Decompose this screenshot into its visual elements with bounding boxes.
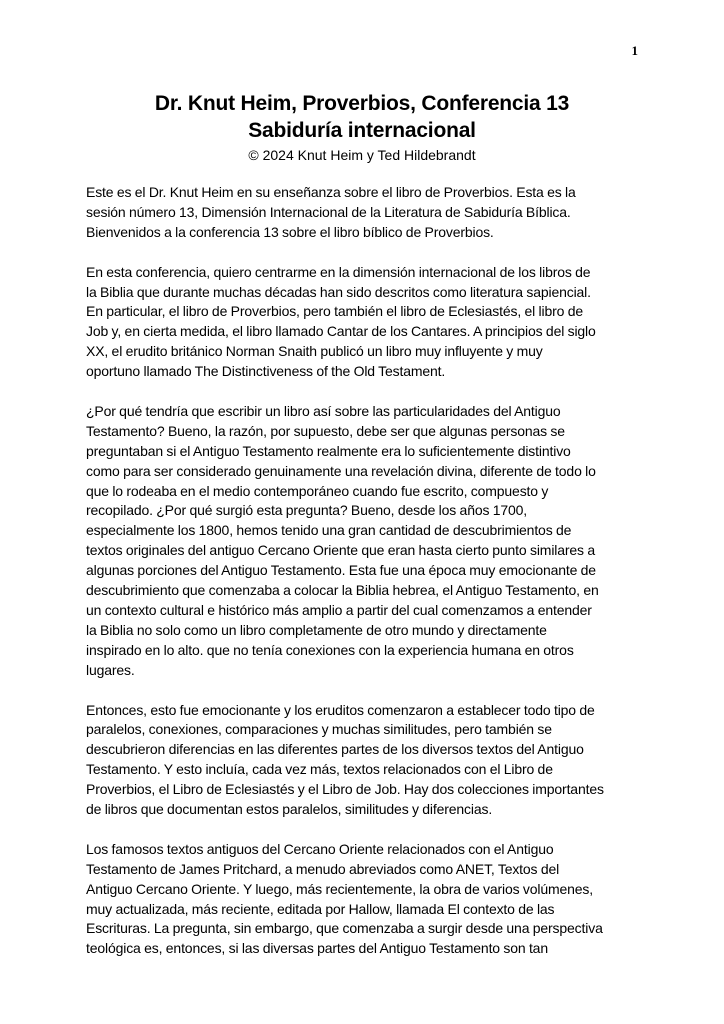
paragraph — [86, 840, 638, 959]
paragraph-line: sesión número 13, Dimensión Internacional de la Literatura de Sabiduría Bíblica. — [86, 203, 571, 220]
paragraph-line: Este es el Dr. Knut Heim en su enseñanza sobre el libro de Proverbios. Esta es la — [86, 184, 576, 200]
paragraph-line: como para ser considerado genuinamente una revelación divina, diferente de todo lo — [86, 462, 596, 479]
paragraph — [86, 263, 638, 382]
paragraph-line: teológica es, entonces, si las diversas partes del Antiguo Testamento son tan — [86, 940, 548, 957]
paragraph-line: especialmente los 1800, hemos tenido una gran cantidad de descubrimientos de — [86, 522, 572, 539]
paragraph — [86, 183, 638, 243]
paragraph-line: Bienvenidos a la conferencia 13 sobre el libro bíblico de Proverbios. — [86, 223, 494, 240]
paragraph-line: preguntaban si el Antiguo Testamento realmente era lo suficientemente distintivo — [86, 442, 571, 459]
document-body — [86, 183, 638, 979]
paragraph-line: En esta conferencia, quiero centrarme en la dimensión internacional de los libros de — [86, 263, 591, 280]
paragraph-line: textos originales del antiguo Cercano Oriente que eran hasta cierto punto similares a — [86, 542, 595, 559]
paragraph-line: que lo rodeaba en el medio contemporáneo cuando fue escrito, compuesto y — [86, 482, 549, 499]
copyright-notice: © 2024 Knut Heim y Ted Hildebrandt — [248, 147, 476, 163]
page-number: 1 — [631, 43, 638, 58]
paragraph-line: la Biblia no solo como un libro completamente de otro mundo y directamente — [86, 621, 547, 638]
paragraph-line: XX, el erudito británico Norman Snaith publicó un libro muy influyente y muy — [86, 343, 543, 360]
paragraph — [86, 701, 638, 820]
paragraph-line: recopilado. ¿Por qué surgió esta pregunta? Bueno, desde los años 1700, — [86, 502, 528, 519]
paragraph-line: Testamento. Y esto incluía, cada vez más, textos relacionados con el Libro de — [86, 761, 553, 778]
document-header — [0, 90, 724, 165]
paragraph-line: Testamento de James Pritchard, a menudo abreviados como ANET, Textos del — [86, 860, 560, 877]
paragraph-line: En particular, el libro de Proverbios, pero también el libro de Eclesiastés, el libro de — [86, 303, 583, 320]
paragraph-line: Escrituras. La pregunta, sin embargo, que comenzaba a surgir desde una perspectiva — [86, 920, 603, 937]
paragraph-line: Antiguo Cercano Oriente. Y luego, más recientemente, la obra de varios volúmenes, — [86, 880, 593, 897]
paragraph-line: un contexto cultural e histórico más amplio a partir del cual comenzamos a entender — [86, 602, 592, 618]
paragraph-line: de libros que documentan estos paralelos, similitudes y diferencias. — [86, 801, 493, 818]
paragraph-line: descubrieron diferencias en las diferentes partes de los diversos textos del Antiguo — [86, 741, 584, 758]
paragraph-line: Entonces, esto fue emocionante y los eruditos comenzaron a establecer todo tipo de — [86, 701, 595, 718]
paragraph — [86, 402, 638, 681]
paragraph-line: Proverbios, el Libro de Eclesiastés y el Libro de Job. Hay dos colecciones importantes — [86, 781, 604, 798]
paragraph-line: paralelos, conexiones, comparaciones y muchas similitudes, pero también se — [86, 721, 552, 738]
document-title: Dr. Knut Heim, Proverbios, Conferencia 13 — [154, 92, 570, 115]
paragraph-line: inspirado en lo alto. que no tenía conexiones con la experiencia humana en otros — [86, 641, 574, 658]
document-subtitle: Sabiduría internacional — [248, 119, 476, 142]
paragraph-line: la Biblia que durante muchas décadas han sido descritos como literatura sapiencial. — [86, 283, 591, 300]
paragraph-line: muy actualizada, más reciente, editada por Hallow, llamada El contexto de las — [86, 900, 555, 917]
paragraph-line: lugares. — [86, 661, 135, 678]
paragraph-line: algunas porciones del Antiguo Testamento. Esta fue una época muy emocionante de — [86, 562, 596, 579]
paragraph-line: Testamento? Bueno, la razón, por supuesto, debe ser que algunas personas se — [86, 422, 565, 439]
paragraph-line: descubrimiento que comenzaba a colocar la Biblia hebrea, el Antiguo Testamento, en — [86, 582, 599, 599]
paragraph-line: Los famosos textos antiguos del Cercano Oriente relacionados con el Antiguo — [86, 840, 554, 857]
paragraph-line: Job y, en cierta medida, el libro llamado Cantar de los Cantares. A principios del siglo — [86, 323, 596, 340]
paragraph-line: ¿Por qué tendría que escribir un libro así sobre las particularidades del Antiguo — [86, 402, 561, 419]
paragraph-line: oportuno llamado The Distinctiveness of the Old Testament. — [86, 363, 446, 380]
